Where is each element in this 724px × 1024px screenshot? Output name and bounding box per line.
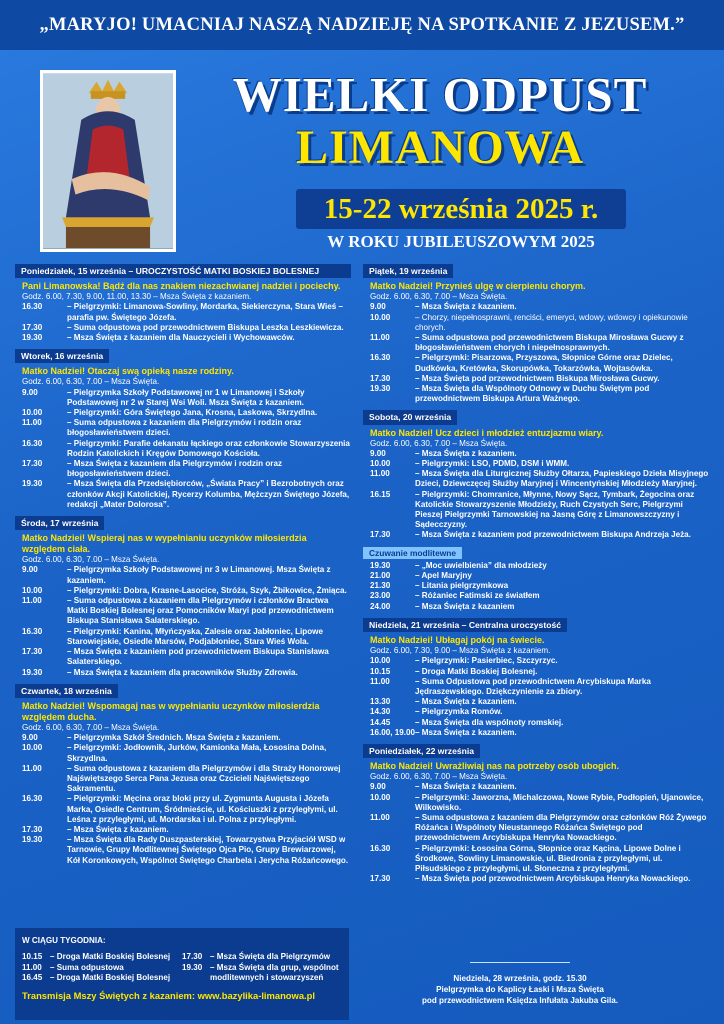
event-text: – Pielgrzymki: Pasierbiec, Szczyrzyc. <box>415 656 558 666</box>
vigil-text: – „Moc uwielbienia” dla młodzieży <box>415 560 547 570</box>
top-banner <box>0 0 724 50</box>
event-row <box>363 302 709 312</box>
day-motto: Matko Nadziei! Wspomagaj nas w wypełnianiu uczynków miłosierdzia względem ducha. <box>22 700 320 722</box>
event-row <box>15 647 351 667</box>
event-text: – Msza Święta z kazaniem dla Pielgrzymów i rodzin oraz błogosławieństwem dzieci. <box>67 459 282 479</box>
event-row <box>15 733 351 743</box>
event-row <box>15 764 351 795</box>
event-time: 16.30 <box>22 626 43 636</box>
event-row <box>15 439 351 459</box>
event-time: 17.30 <box>22 322 43 332</box>
event-row <box>15 586 351 596</box>
week-time: 19.30 <box>182 962 203 972</box>
day-section <box>363 618 709 738</box>
event-time: 14.45 <box>370 717 391 727</box>
week-text: – Suma odpustowa <box>50 962 124 972</box>
vigil-time: 23.00 <box>370 591 391 601</box>
day-motto: Matko Nadziei! Uwrażliwiaj nas na potrzeby osób ubogich. <box>370 761 620 772</box>
event-text: – Msza Święta z kazaniem. <box>415 782 517 792</box>
event-row <box>363 353 709 373</box>
day-header: Sobota, 20 września <box>363 410 457 424</box>
vigil-time: 24.00 <box>370 601 391 611</box>
right-column <box>363 264 709 890</box>
event-time: 16.15 <box>370 489 391 499</box>
event-text: – Pielgrzymki: Łososina Górna, Słopnice oraz Kącina, Lipowe Dolne i Środkowe, Sowliny Limanowskie, ul. Biedronia z przyległymi, ul. Piłsudskiego z przyległymi, ul. Słoneczna z przyległymi. <box>415 843 681 873</box>
day-masses: Godz. 6.00, 7.30, 9.00 – Msza Święta z kazaniem. <box>370 646 551 656</box>
event-time: 11.00 <box>22 418 42 428</box>
event-time: 16.30 <box>22 794 43 804</box>
event-time: 10.00 <box>22 743 43 753</box>
date-box <box>296 189 626 229</box>
event-row <box>15 388 351 408</box>
title-line1: WIELKI ODPUST <box>232 67 648 122</box>
event-time: 11.00 <box>370 333 390 343</box>
event-text: – Pielgrzymki: Limanowa-Sowliny, Mordarka, Siekierczyna, Stara Wieś – parafia pw. Świętego Józefa. <box>67 302 343 322</box>
event-row <box>363 530 709 540</box>
day-section <box>363 744 709 884</box>
event-time: 17.30 <box>370 874 391 884</box>
event-time: 10.00 <box>22 408 43 418</box>
week-col-2 <box>182 952 342 983</box>
event-row <box>15 794 351 825</box>
event-text: – Pielgrzymki: Jodłownik, Jurków, Kamionka Mała, Łososina Dolna, Skrzydlna. <box>67 743 327 763</box>
event-row <box>15 743 351 763</box>
event-text: – Pielgrzymka Romów. <box>415 707 503 717</box>
event-time: 10.00 <box>22 585 43 595</box>
event-row <box>15 408 351 418</box>
event-row <box>15 835 351 866</box>
day-masses: Godz. 6.00, 6.30, 7.00 – Msza Święta. <box>370 772 508 782</box>
jubilee-text: W ROKU JUBILEUSZOWYM 2025 <box>327 232 595 251</box>
week-text: – Msza Święta dla Pielgrzymów <box>210 952 331 962</box>
final-line2: Pielgrzymka do Kaplicy Łaski i Msza Święta <box>436 985 604 994</box>
event-text: – Pielgrzymki: Kanina, Młyńczyska, Zalesie oraz Jabłoniec, Lipowe Starowiejskie, Osiedle Marsów, Podjabłoniec, Stara Wieś Wola. <box>67 626 323 646</box>
event-text: – Msza Święta dla wspólnoty romskiej. <box>415 717 564 727</box>
event-time: 16.30 <box>370 843 391 853</box>
event-time: 19.30 <box>22 479 43 489</box>
quote-text: „MARYJO! UMACNIAJ NASZĄ NADZIEJĘ NA SPOTKANIE Z JEZUSEM.” <box>39 14 685 35</box>
day-section <box>363 264 709 404</box>
event-text: – Droga Matki Boskiej Bolesnej. <box>415 666 538 676</box>
vigil-text: – Apel Maryjny <box>415 571 472 581</box>
final-line3: pod przewodnictwem Księdza Infułata Jakuba Gila. <box>421 996 619 1005</box>
event-time: 17.30 <box>370 373 391 383</box>
week-row <box>182 952 342 962</box>
event-row <box>15 302 351 322</box>
stream-link[interactable]: Transmisja Mszy Świętych z kazaniem: www.bazylika-limanowa.pl <box>22 989 315 1001</box>
left-column <box>15 264 351 872</box>
event-row <box>363 490 709 531</box>
vigil-time: 21.00 <box>370 571 391 581</box>
day-header: Wtorek, 16 września <box>15 349 109 363</box>
event-text: – Pielgrzymki: Pisarzowa, Przyszowa, Słopnice Górne oraz Dzielec, Dudkówka, Kretówka, Skorupówka, Tokarzówka, Wojtasówka. <box>415 353 673 373</box>
day-masses: Godz. 6.00, 6.30, 7.00 – Msza Święta. <box>22 555 160 565</box>
week-time: 11.00 <box>22 962 42 972</box>
event-time: 19.30 <box>370 384 391 394</box>
vigil-time: 19.30 <box>370 560 391 570</box>
event-row <box>363 707 709 717</box>
title-line2: LIMANOWA <box>295 121 584 174</box>
day-masses: Godz. 6.00, 6.30, 7.00 – Msza Święta. <box>370 438 508 448</box>
event-text: – Suma odpustowa z kazaniem dla Pielgrzymów i rodzin oraz błogosławieństwem dzieci. <box>67 418 302 438</box>
event-text: – Pielgrzymki: Góra Świętego Jana, Krosna, Laskowa, Skrzydlna. <box>67 408 318 418</box>
event-text: – Msza Święta z kazaniem. <box>415 697 517 707</box>
event-text: – Pielgrzymki: Jaworzna, Michalczowa, Nowe Rybie, Podłopień, Ujanowice, Wilkowisko. <box>415 792 704 812</box>
event-text: – Pielgrzymki: Chomranice, Młynne, Nowy Sącz, Tymbark, Żegocina oraz Katolickie Stowarzyszenie Młodzieży, Ruch Czystych Serc, Pielgrzymi Pieszej Pielgrzymki Tarnowskiej na Jasną Górę z Limanowszczyzny i Sądecczyzny. <box>415 489 695 530</box>
day-header: Poniedziałek, 15 września – UROCZYSTOŚĆ MATKI BOSKIEJ BOLESNEJ <box>15 264 351 278</box>
event-row <box>363 449 709 459</box>
event-time: 11.00 <box>22 596 42 606</box>
event-text: – Msza Święta z kazaniem dla pracowników Służby Zdrowia. <box>67 667 298 677</box>
event-row <box>363 313 709 333</box>
event-row <box>363 459 709 469</box>
event-row <box>15 323 351 333</box>
event-row <box>363 384 709 404</box>
event-text: – Suma odpustowa z kazaniem dla Pielgrzymów oraz członków Róż Żywego Różańca i Wspólnoty Nieustannego Różańca Świętego pod przewodnictwem Arcybiskupa Henryka Nowackiego. <box>415 812 707 843</box>
event-time: 10.15 <box>370 666 391 676</box>
week-time: 17.30 <box>182 952 203 962</box>
event-row <box>363 667 709 677</box>
event-text: – Suma odpustowa pod przewodnictwem Biskupa Mirosława Gucwy z błogosławieństwem chorych i niepełnosprawnych. <box>415 333 684 353</box>
day-header: Piątek, 19 września <box>363 264 453 278</box>
event-time: 10.00 <box>370 459 391 469</box>
week-text: – Droga Matki Boskiej Bolesnej <box>50 973 171 983</box>
date-text: 15-22 września 2025 r. <box>323 192 599 225</box>
event-time: 9.00 <box>370 448 386 458</box>
event-row <box>363 677 709 697</box>
event-text: – Msza Święta z kazaniem dla Nauczycieli i Wychowawców. <box>67 333 295 343</box>
event-time: 16.30 <box>22 438 43 448</box>
event-row <box>15 565 351 585</box>
event-time: 17.30 <box>22 647 43 657</box>
event-row <box>363 728 709 738</box>
event-text: – Suma odpustowa z kazaniem dla Pielgrzymów i członków Bractwa Matki Boskiej Bolesnej oraz Pomocników Maryi pod przewodnictwem Biskupa Stanisława Salaterskiego. <box>67 596 334 626</box>
day-header: Niedziela, 21 września – Centralna uroczystość <box>363 618 567 632</box>
separator <box>470 962 570 963</box>
event-text: – Msza Święta dla Liturgicznej Służby Ołtarza, Papieskiego Dzieła Misyjnego Dzieci, Dziewczęcej Służby Maryjnej i Wincentyńskiej Młodzieży Maryjnej. <box>415 469 709 489</box>
vigil-title: Czuwanie modlitewne <box>363 547 462 559</box>
day-motto: Matko Nadziei! Wspieraj nas w wypełnianiu uczynków miłosierdzia względem ciała. <box>22 533 307 555</box>
week-title: W CIĄGU TYGODNIA: <box>22 936 106 945</box>
week-row <box>22 973 182 983</box>
day-motto: Matko Nadziei! Ubłagaj pokój na świecie. <box>370 635 545 646</box>
event-row <box>15 418 351 438</box>
event-time: 13.30 <box>370 697 391 707</box>
event-row <box>363 333 709 353</box>
event-time: 11.00 <box>370 676 390 686</box>
event-text: – Msza Święta z kazaniem pod przewodnictwem Biskupa Andrzeja Jeża. <box>415 530 691 540</box>
event-time: 10.00 <box>370 792 391 802</box>
event-row <box>15 825 351 835</box>
week-box <box>15 928 349 1020</box>
event-row <box>15 459 351 479</box>
day-masses: Godz. 6.00, 6.30, 7.00 – Msza Święta. <box>22 722 160 732</box>
event-text: – Suma Odpustowa pod przewodnictwem Arcybiskupa Marka Jędraszewskiego. Dziękczynienie za zbiory. <box>415 676 651 696</box>
event-text: – Pielgrzymki: Parafie dekanatu łąckiego oraz członkowie Stowarzyszenia Rodzin Katolickich i Kręgów Domowego Kościoła. <box>67 438 350 458</box>
event-text: – Msza Święta z kazaniem pod przewodnictwem Biskupa Stanisława Salaterskiego. <box>67 647 329 667</box>
vigil-text: – Różaniec Fatimski ze światłem <box>415 591 540 601</box>
event-time: 17.30 <box>370 530 391 540</box>
event-time: 9.00 <box>22 565 38 575</box>
event-text: – Pielgrzymka Szkoły Podstawowej nr 3 w Limanowej. Msza Święta z kazaniem. <box>67 565 331 585</box>
event-text: – Msza Święta dla Rady Duszpasterskiej, Towarzystwa Przyjaciół WSD w Tarnowie, Grupy Modlitewnej Świętego Ojca Pio, Grupy Brewiarzowej, Kół Koronkowych, Wspólnot Świętego Charbela i Jerycha Różańcowego. <box>67 835 349 865</box>
vigil-section <box>363 547 709 612</box>
event-row <box>15 627 351 647</box>
event-row <box>15 668 351 678</box>
day-header: Czwartek, 18 września <box>15 684 118 698</box>
event-row <box>363 697 709 707</box>
event-time: 19.30 <box>22 667 43 677</box>
day-header: Poniedziałek, 22 września <box>363 744 480 758</box>
day-masses: Godz. 6.00, 6.30, 7.00 – Msza Święta. <box>22 377 160 387</box>
vigil-row <box>363 602 709 612</box>
event-row <box>363 656 709 666</box>
day-motto: Matko Nadziei! Otaczaj swą opieką nasze rodziny. <box>22 366 234 377</box>
event-time: 11.00 <box>370 812 390 822</box>
event-time: 9.00 <box>370 302 386 312</box>
event-row <box>363 782 709 792</box>
event-time: 17.30 <box>22 459 43 469</box>
final-note <box>420 973 620 1006</box>
event-time: 16.00, 19.00 <box>370 727 416 737</box>
event-text: – Pielgrzymka Szkoły Podstawowej nr 1 w Limanowej i Szkoły Podstawowej nr 2 w Starej Wsi Woli. Msza Święta z kazaniem. <box>67 387 305 407</box>
event-row <box>363 374 709 384</box>
event-time: 16.30 <box>22 302 43 312</box>
event-time: 11.00 <box>22 763 42 773</box>
event-row <box>363 813 709 844</box>
week-time: 10.15 <box>22 952 43 962</box>
event-time: 11.00 <box>370 469 390 479</box>
vigil-text: – Litania pielgrzymkowa <box>415 581 509 591</box>
final-line1: Niedziela, 28 września, godz. 15.30 <box>453 974 587 983</box>
event-row <box>363 844 709 875</box>
event-text: – Msza Święta pod przewodnictwem Arcybiskupa Henryka Nowackiego. <box>415 874 691 884</box>
day-section <box>363 410 709 540</box>
week-time: 16.45 <box>22 973 43 983</box>
day-section <box>15 264 351 343</box>
event-row <box>363 718 709 728</box>
day-section <box>15 516 351 678</box>
event-row <box>363 874 709 884</box>
vigil-time: 21.30 <box>370 581 391 591</box>
week-row <box>22 952 182 962</box>
pieta-image <box>40 70 176 252</box>
vigil-row <box>363 591 709 601</box>
day-motto: Matko Nadziei! Przynieś ulgę w cierpieniu chorym. <box>370 281 586 292</box>
day-section <box>15 349 351 510</box>
event-row <box>15 333 351 343</box>
day-motto: Matko Nadziei! Ucz dzieci i młodzież entuzjazmu wiary. <box>370 427 604 438</box>
event-time: 19.30 <box>22 333 43 343</box>
event-text: – Msza Święta z kazaniem. <box>415 302 517 312</box>
event-text: – Msza Święta dla Przedsiębiorców, „Świata Pracy” i Bezrobotnych oraz członków Akcji Katolickiej, Rycerzy Kolumba, Mężczyzn Świętego Józefa, redakcji „Mater Dolorosa”. <box>67 479 350 509</box>
event-time: 10.00 <box>370 312 391 322</box>
event-text: – Pielgrzymka Szkół Średnich. Msza Święta z kazaniem. <box>67 733 281 743</box>
vigil-row <box>363 571 709 581</box>
week-text: – Droga Matki Boskiej Bolesnej <box>50 952 171 962</box>
event-time: 14.30 <box>370 707 391 717</box>
event-time: 9.00 <box>22 387 38 397</box>
event-text: – Msza Święta dla Wspólnoty Odnowy w Duchu Świętym pod przewodnictwem Biskupa Artura Ważnego. <box>415 384 650 404</box>
event-text: – Suma odpustowa z kazaniem dla Pielgrzymów i dla Straży Honorowej Najświętszego Serca Pana Jezusa oraz Czcicieli Najświętszego Sakramentu. <box>67 763 341 794</box>
event-time: 9.00 <box>370 782 386 792</box>
event-time: 9.00 <box>22 733 38 743</box>
day-motto: Pani Limanowska! Bądź dla nas znakiem niezachwianej nadziei i pociechy. <box>22 281 341 292</box>
day-masses: Godz. 6.00, 7.30, 9.00, 11.00, 13.30 – Msza Święta z kazaniem. <box>22 292 252 302</box>
event-text: – Pielgrzymki: LSO, PDMD, DSM i WMM. <box>415 459 570 469</box>
event-time: 10.00 <box>370 656 391 666</box>
day-masses: Godz. 6.00, 6.30, 7.00 – Msza Święta. <box>370 292 508 302</box>
event-text: – Pielgrzymki: Dobra, Krasne-Lasocice, Stróża, Szyk, Żbikowice, Żmiąca. <box>67 585 347 595</box>
event-row <box>363 793 709 813</box>
vigil-row <box>363 561 709 571</box>
event-text: – Suma odpustowa pod przewodnictwem Biskupa Leszka Leszkiewicza. <box>67 322 344 332</box>
event-text: – Msza Święta pod przewodnictwem Biskupa Mirosława Gucwy. <box>415 373 660 383</box>
day-section <box>15 684 351 866</box>
event-time: 17.30 <box>22 824 43 834</box>
pieta-icon <box>43 73 173 249</box>
event-text: – Msza Święta z kazaniem. <box>415 727 517 737</box>
week-text: – Msza Święta dla grup, wspólnot modlitewnych i stowarzyszeń <box>210 962 339 983</box>
day-header: Środa, 17 września <box>15 516 104 530</box>
week-row <box>22 963 182 973</box>
event-row <box>15 596 351 627</box>
event-text: – Msza Święta z kazaniem. <box>415 448 517 458</box>
vigil-row <box>363 581 709 591</box>
event-time: 16.30 <box>370 353 391 363</box>
event-text: – Msza Święta z kazaniem. <box>67 824 169 834</box>
week-col-1 <box>22 952 182 983</box>
event-row <box>15 479 351 510</box>
event-time: 19.30 <box>22 835 43 845</box>
event-text: – Pielgrzymki: Męcina oraz bloki przy ul. Zygmunta Augusta i Józefa Marka, Osiedle Centrum, Śródmieście, ul. Kościuszki z przyległymi, ul. Leśna z przyległymi, ul. Mordarska i ul. Polna z przyległymi. <box>67 794 338 824</box>
event-row <box>363 469 709 489</box>
week-row <box>182 963 342 984</box>
vigil-text: – Msza Święta z kazaniem <box>415 601 515 611</box>
event-text: – Chorzy, niepełnosprawni, renciści, emeryci, wdowy, wdowcy i opiekunowie chorych. <box>415 312 688 332</box>
